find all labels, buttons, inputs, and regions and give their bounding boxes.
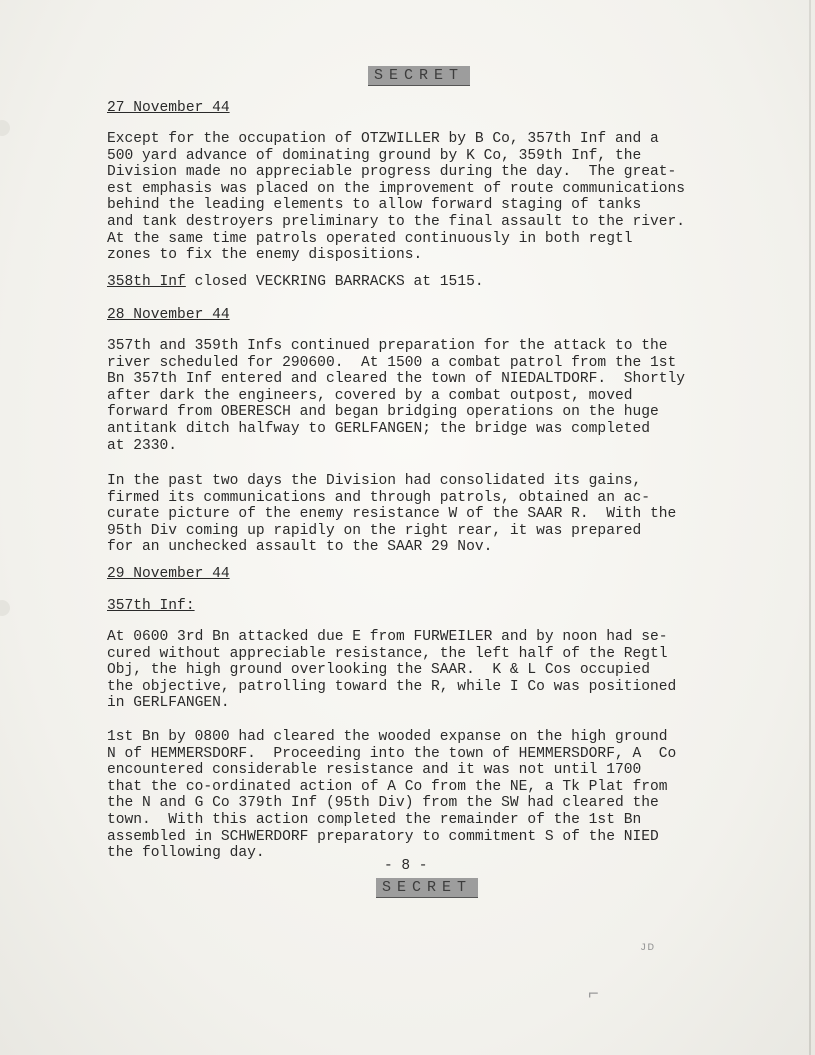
paragraph-27-nov-main: Except for the occupation of OTZWILLER by B Co, 357th Inf and a 500 yard advance of dominating ground by K Co, 359th Inf, the Division made no appreciable progress during the day. The great- est emphasis was placed on the improvement of route communications behind the leading elements to allow forward staging of tanks and tank destroyers preliminary to the final assault to the river. At the same time patrols operated continuously in both regtl zones to fix the enemy dispositions. <box>107 131 686 264</box>
pencil-mark: ᴊᴅ <box>640 940 655 954</box>
paragraph-358th-inf: 358th Inf closed VECKRING BARRACKS at 1515. <box>107 274 484 290</box>
date-heading-28-nov: 28 November 44 <box>107 307 230 323</box>
unit-heading-357th-inf: 357th Inf: <box>107 598 195 614</box>
date-heading-27-nov: 27 November 44 <box>107 100 230 116</box>
secret-stamp-bottom: SECRET <box>376 878 478 898</box>
paragraph-29-nov-1st-bn: 1st Bn by 0800 had cleared the wooded expanse on the high ground N of HEMMERSDORF. Proceeding into the town of HEMMERSDORF, A Co encountered considerable resistance and it was not until 1700 that the co-ordinated action of A Co from the NE, a Tk Plat from the N and G Co 379th Inf (95th Div) from the SW had cleared the town. With this action completed the remainder of the 1st Bn assembled in SCHWERDORF preparatory to commitment S of the NIED the following day. <box>107 729 677 862</box>
page-number: - 8 - <box>384 858 428 874</box>
pen-stroke-mark: ⌐ <box>588 985 599 1005</box>
paragraph-28-nov-summary: In the past two days the Division had consolidated its gains, firmed its communications and through patrols, obtained an ac- curate picture of the enemy resistance W of the SAAR R. With the 95th Div coming up rapidly on the right rear, it was prepared for an unchecked assault to the SAAR 29 Nov. <box>107 473 677 556</box>
paragraph-28-nov-main: 357th and 359th Infs continued preparation for the attack to the river scheduled for 290600. At 1500 a combat patrol from the 1st Bn 357th Inf entered and cleared the town of NIEDALTDORF. Shortly after dark the engineers, covered by a combat outpost, moved forward from OBERESCH and began bridging operations on the huge antitank ditch halfway to GERLFANGEN; the bridge was completed at 2330. <box>107 338 686 454</box>
punch-hole <box>0 600 10 616</box>
secret-stamp-top: SECRET <box>368 66 470 86</box>
punch-hole <box>0 120 10 136</box>
date-heading-29-nov: 29 November 44 <box>107 566 230 582</box>
paragraph-29-nov-3rd-bn: At 0600 3rd Bn attacked due E from FURWEILER and by noon had se- cured without appreciable resistance, the left half of the Regtl Obj, the high ground overlooking the SAAR. K & L Cos occupied the objective, patrolling toward the R, while I Co was positioned in GERLFANGEN. <box>107 629 677 712</box>
page-edge <box>809 0 811 1055</box>
